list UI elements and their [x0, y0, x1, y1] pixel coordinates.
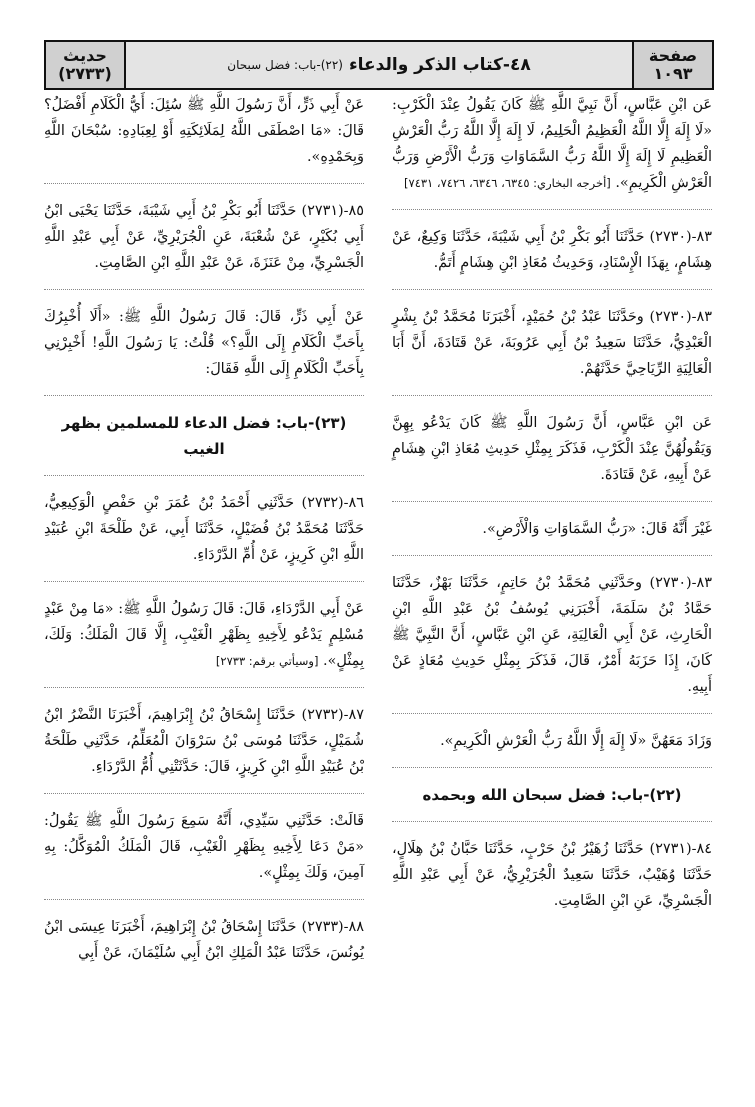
hadith-paragraph — [392, 304, 712, 396]
hadith-text: عَن ابْنِ عَبَّاسٍ، أَنَّ رَسُولَ اللَّهِ ﷺ كَانَ يَدْعُو بِهِنَّ وَيَقُولُهُنَّ عِنْدَ الْكَرْبِ، فَذَكَرَ بِمِثْلِ حَدِيثِ مُعَاذِ ابْنِ هِشَامٍ عَنْ أَبِيهِ، عَنْ قَتَادَةَ. — [392, 415, 712, 483]
hadith-paragraph — [392, 570, 712, 714]
hadith-paragraph — [44, 702, 364, 794]
chapter-title: (٢٢)-باب: فضل سبحان — [227, 58, 343, 72]
hadith-text: ٨٣-(٢٧٣٠) وحَدَّثَنَا عَبْدُ بْنُ حُمَيْدٍ، أَخْبَرَنَا مُحَمَّدُ بْنُ بِشْرٍ الْعَبْدِيُّ، حَدَّثَنَا سَعِيدُ بْنُ أَبِي عَرُوبَةَ، عَنْ قَتَادَةَ، أَنَّ أَبَا الْعَالِيَةِ الرِّيَاحِيَّ حَدَّثَهُمْ. — [392, 309, 712, 377]
hadith-text: عَنْ أَبِي الدَّرْدَاءِ، قَالَ: قَالَ رَسُولُ اللَّهِ ﷺ: «مَا مِنْ عَبْدٍ مُسْلِمٍ يَدْعُو لِأَخِيهِ بِظَهْرِ الْغَيْبِ، إِلَّا قَالَ الْمَلَكُ: وَلَكَ، بِمِثْلٍ». — [44, 601, 364, 669]
hadith-text: وَزَادَ مَعَهُنَّ «لَا إِلَهَ إِلَّا اللَّهُ رَبُّ الْعَرْشِ الْكَرِيمِ». — [440, 733, 712, 749]
left-column — [44, 92, 364, 1092]
text-columns — [44, 92, 712, 1092]
hadith-text: ٨٣-(٢٧٣٠) وحَدَّثَنِي مُحَمَّدُ بْنُ حَاتِمٍ، حَدَّثَنَا بَهْزٌ، حَدَّثَنَا حَمَّادُ بْنُ سَلَمَةَ، أَخْبَرَنِي يُوسُفُ بْنُ عَبْدِ اللَّهِ ابْنِ الْحَارِثِ، عَنْ أَبِي الْعَالِيَةِ، عَنِ ابْنِ عَبَّاسٍ، أَنَّ النَّبِيَّ ﷺ كَانَ، إِذَا حَزَبَهُ أَمْرٌ، قَالَ، فَذَكَرَ بِمِثْلِ حَدِيثِ مُعَاذٍ عَنْ أَبِيهِ. — [392, 575, 712, 695]
hadith-reference: [أخرجه البخاري: ٦٣٤٥، ٦٣٤٦، ٧٤٢٦، ٧٤٣١] — [404, 176, 611, 190]
hadith-paragraph — [392, 728, 712, 768]
hadith-paragraph — [392, 410, 712, 502]
header-title — [124, 42, 634, 88]
page-number-box — [634, 42, 712, 88]
hadith-text: ٨٣-(٢٧٣٠) حَدَّثَنَا أَبُو بَكْرِ بْنُ أَبِي شَيْبَةَ، حَدَّثَنَا وَكِيعٌ، عَنْ هِشَامٍ، بِهَذَا الْإِسْنَادِ، وَحَدِيثُ مُعَاذِ ابْنِ هِشَامٍ أَتَمُّ. — [392, 229, 712, 271]
hadith-paragraph — [44, 914, 364, 979]
hadith-paragraph — [44, 92, 364, 184]
hadith-paragraph — [44, 304, 364, 396]
chapter-heading: (٢٣)-باب: فضل الدعاء للمسلمين بظهر الغيب — [44, 410, 364, 476]
hadith-reference: [وسيأتي برقم: ٢٧٣٣] — [215, 654, 319, 668]
hadith-text: عَنْ أَبِي ذَرٍّ، قَالَ: قَالَ رَسُولُ اللَّهِ ﷺ: «أَلَا أُخْبِرُكَ بِأَحَبِّ الْكَلَامِ إِلَى اللَّهِ؟» قُلْتُ: يَا رَسُولَ اللَّهِ! أَخْبِرْنِي بِأَحَبِّ الْكَلَامِ إِلَى اللَّهِ فَقَالَ: — [44, 309, 364, 377]
hadith-text: عَنْ أَبِي ذَرٍّ، أَنَّ رَسُولَ اللَّهِ ﷺ سُئِلَ: أَيُّ الْكَلَامِ أَفْضَلُ؟ قَالَ: «مَا اصْطَفَى اللَّهُ لِمَلَائِكَتِهِ أَوْ لِعِبَادِهِ: سُبْحَانَ اللَّهِ وَبِحَمْدِهِ». — [44, 97, 364, 165]
hadith-paragraph — [44, 596, 364, 688]
hadith-text: ٨٦-(٢٧٣٢) حَدَّثَنِي أَحْمَدُ بْنُ عُمَرَ بْنِ حَفْصٍ الْوَكِيعِيُّ، حَدَّثَنَا مُحَمَّدُ بْنُ فُضَيْلٍ، حَدَّثَنَا أَبِي، عَنْ طَلْحَةَ ابْنِ عُبَيْدِ اللَّهِ ابْنِ كَرِيزٍ، عَنْ أُمِّ الدَّرْدَاءِ. — [44, 495, 364, 563]
hadith-paragraph — [44, 808, 364, 900]
hadith-text: ٨٤-(٢٧٣١) حَدَّثَنَا زُهَيْرُ بْنُ حَرْبٍ، حَدَّثَنَا حَبَّانُ بْنُ هِلَالٍ، حَدَّثَنَا وُهَيْبٌ، حَدَّثَنَا سَعِيدٌ الْجُرَيْرِيُّ، عَنْ أَبِي عَبْدِ اللَّهِ الْجَسْرِيِّ، عَنِ ابْنِ الصَّامِتِ. — [392, 841, 712, 909]
page-number: ١٠٩٣ — [653, 64, 693, 83]
hadith-paragraph — [392, 836, 712, 927]
hadith-text: قَالَتْ: حَدَّثَنِي سَيِّدِي، أَنَّهُ سَمِعَ رَسُولَ اللَّهِ ﷺ يَقُولُ: «مَنْ دَعَا لِأَخِيهِ بِظَهْرِ الْغَيْبِ، قَالَ الْمَلَكُ الْمُوَكَّلُ: بِهِ آمِينَ، وَلَكَ بِمِثْلٍ». — [44, 813, 364, 881]
hadith-text: غَيْرَ أَنَّهُ قَالَ: «رَبُّ السَّمَاوَاتِ وَالْأَرْضِ». — [482, 521, 712, 537]
hadith-number-box — [46, 42, 124, 88]
hadith-paragraph — [392, 224, 712, 290]
hadith-paragraph — [44, 490, 364, 582]
hadith-text: عَن ابْنِ عَبَّاسٍ، أَنَّ نَبِيَّ اللَّهِ ﷺ كَانَ يَقُولُ عِنْدَ الْكَرْبِ: «لَا إِلَهَ إِلَّا اللَّهُ الْعَظِيمُ الْحَلِيمُ، لَا إِلَهَ إِلَّا اللَّهُ رَبُّ الْعَرْشِ الْعَظِيمِ لَا إِلَهَ إِلَّا اللَّهُ رَبُّ السَّمَاوَاتِ وَرَبُّ الْأَرْضِ وَرَبُّ الْعَرْشِ الْكَرِيمِ». — [392, 97, 712, 191]
hadith-text: ٨٧-(٢٧٣٢) حَدَّثَنَا إِسْحَاقُ بْنُ إِبْرَاهِيمَ، أَخْبَرَنَا النَّضْرُ ابْنُ شُمَيْلٍ، حَدَّثَنَا مُوسَى بْنُ سَرْوَانَ الْمُعَلِّمُ، حَدَّثَنِي طَلْحَةُ بْنُ عُبَيْدِ اللَّهِ ابْنِ كَرِيزٍ، قَالَ: حَدَّثَتْنِي أُمُّ الدَّرْدَاءِ. — [44, 707, 364, 775]
book-title: ٤٨-كتاب الذكر والدعاء — [348, 55, 531, 75]
hadith-text: ٨٥-(٢٧٣١) حَدَّثَنَا أَبُو بَكْرِ بْنُ أَبِي شَيْبَةَ، حَدَّثَنَا يَحْيَى ابْنُ أَبِي بُكَيْرٍ، عَنْ شُعْبَةَ، عَنِ الْجُرَيْرِيِّ، عَنْ أَبِي عَبْدِ اللَّهِ الْجَسْرِيِّ، مِنْ عَنَزَةَ، عَنْ عَبْدِ اللَّهِ ابْنِ الصَّامِتِ. — [44, 203, 364, 271]
page-header — [44, 40, 714, 90]
chapter-heading: (٢٢)-باب: فضل سبحان الله وبحمده — [392, 782, 712, 822]
hadith-range: (٢٧٣٣) — [58, 64, 112, 83]
right-column — [392, 92, 712, 1092]
hadith-paragraph — [392, 92, 712, 210]
hadith-paragraph — [392, 516, 712, 556]
hadith-text: ٨٨-(٢٧٣٣) حَدَّثَنَا إِسْحَاقُ بْنُ إِبْرَاهِيمَ، أَخْبَرَنَا عِيسَى ابْنُ يُونُسَ، حَدَّثَنَا عَبْدُ الْمَلِكِ ابْنُ أَبِي سُلَيْمَانَ، عَنْ أَبِي — [44, 919, 364, 961]
hadith-label: حديث — [63, 46, 107, 65]
page-label: صفحة — [648, 46, 698, 65]
hadith-paragraph — [44, 198, 364, 290]
